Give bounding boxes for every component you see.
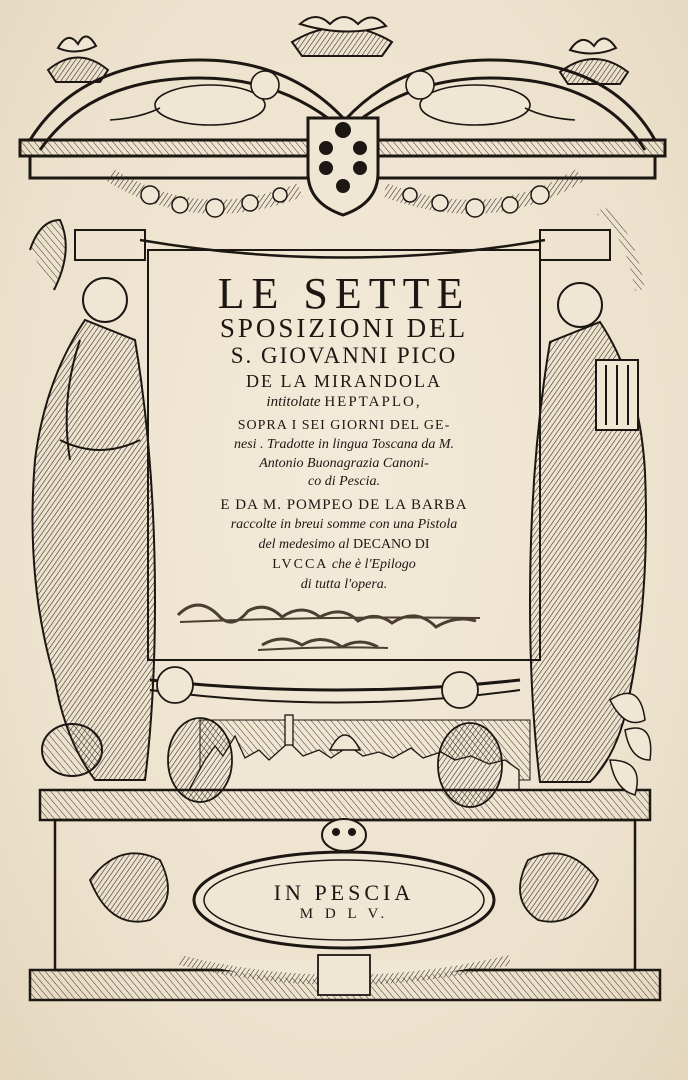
editor-line-3-italic: del medesimo al [258,537,350,552]
urn-right [560,38,628,84]
medici-coat-of-arms [308,118,378,215]
description-line-2: nesi . Tradotte in lingua Toscana da M. [233,437,454,452]
subtitle-line [0,394,688,411]
drapery-top [140,240,545,258]
editor-line-4 [0,557,688,573]
urn-left [48,36,108,82]
urn-center [292,17,392,56]
editor-line-3-caps: DECANO DI [352,537,430,552]
editor-line-4-caps: LVCCA [272,557,329,572]
editor-line-2: raccolte in breui somme con una Pistola [230,517,458,532]
title-line-1: LE SETTE [217,269,471,318]
column-right [540,230,610,260]
handwritten-inscription [178,605,480,650]
editor-line-4-italic: che è l'Epilogo [331,557,416,572]
description-line-1: SOPRA I SEI GIORNI DEL GE- [237,418,451,433]
imprint-date: M D L V. [299,906,389,922]
author-line: DE LA MIRANDOLA [246,371,442,391]
subtitle-italic: intitolate [266,394,321,410]
editor-line-5: di tutta l'opera. [300,577,388,592]
description-line-3: Antonio Buonagrazia Canoni- [259,456,429,471]
column-left [75,230,145,260]
imprint-place: IN PESCIA [273,880,415,905]
title-line-3: S. GIOVANNI PICO [230,343,458,368]
editor-line: E DA M. POMPEO DE LA BARBA [220,497,468,513]
editor-line-3 [0,537,688,553]
grotesque-mask [322,819,366,851]
title-line-2: SPOSIZIONI DEL [219,313,469,343]
description-line-4: co di Pescia. [308,474,380,489]
subtitle-caps: HEPTAPLO, [324,394,422,410]
